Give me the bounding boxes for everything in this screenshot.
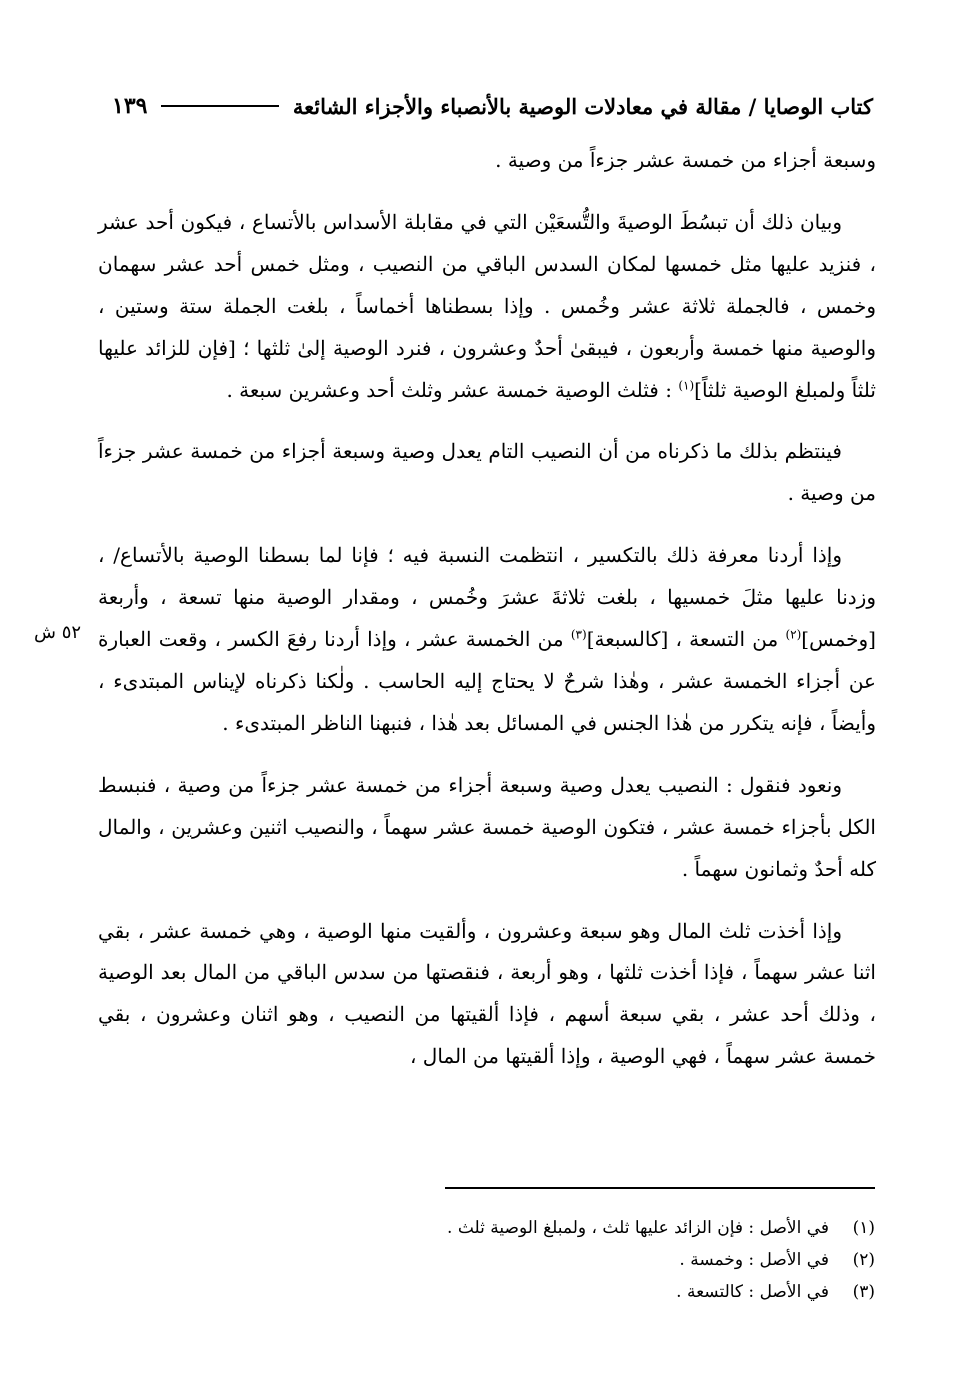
footnote [175, 1212, 875, 1244]
header-title: كتاب الوصايا / مقالة في معادلات الوصية بالأنصباء والأجزاء الشائعة [292, 93, 873, 119]
footnote-text: في الأصل : وخمسة . [679, 1250, 829, 1270]
header-rule [161, 105, 278, 107]
running-header [112, 86, 873, 126]
footnote-number: (١) [852, 1218, 875, 1238]
main-text [98, 140, 876, 1098]
footnote-ref: (٢) [785, 627, 802, 642]
paragraph-text: من الخمسة عشر ، وإذا أردنا رفعَ الكسر ، وقعت العبارة عن أجزاء الخمسة عشر ، وهٰذا شرحٌ لا يحتاج إليه الحاسب . ولٰكنا ذكرناه لإيناس المبتدىء ، وأيضاً ، فإنه يتكرر من هٰذا الجنس في المسائل بعد هٰذا ، فنبهنا الناظر المبتدىء . [98, 627, 876, 735]
paragraph: ونعود فنقول : النصيب يعدل وصية وسبعة أجزاء من خمسة عشر جزءاً من وصية ، فنبسط الكل بأجزاء خمسة عشر ، فتكون الوصية خمسة عشر سهماً ، والنصيب اثنين وعشرين ، والمال كله أحدٌ وثمانون سهماً . [98, 772, 876, 881]
paragraph: وسبعة أجزاء من خمسة عشر جزءاً من وصية . [495, 148, 876, 172]
paragraph-text: وإذا أردنا معرفة ذلك بالتكسير ، انتظمت النسبة فيه ؛ فإنا لما بسطنا الوصية بالأتساع/ ، وزدنا عليها مثلَ خمسيها ، بلغت ثلاثةَ عشرَ وخُمس ، ومقدار الوصية منها تسعة ، وأربعة [وخمس] [98, 543, 876, 652]
paragraph: وإذا أخذت ثلث المال وهو سبعة وعشرون ، وألقيت منها الوصية ، وهي خمسة عشر ، بقي اثنا عشر سهماً ، فإذا أخذت ثلثها ، وهو أربعة ، فنقصتها من سدس الباقي من المال بعد الوصية ، وذلك أحد عشر ، بقي سبعة أسهم ، فإذا ألقيتها من النصيب ، وهو اثنان وعشرون ، بقي خمسة عشر سهماً ، فهي الوصية ، وإذا ألقيتها من المال ، [98, 918, 876, 1069]
footnotes [175, 1212, 875, 1308]
footnote-separator [445, 1187, 875, 1189]
footnote-ref: (١) [678, 377, 695, 392]
page-number: ١٣٩ [112, 93, 148, 119]
footnote-text: في الأصل : كالتسعة . [676, 1282, 829, 1302]
paragraph-text: من التسعة ، [كالسبعة] [586, 627, 786, 652]
paragraph-text: وبيان ذلك أن تبسُطَ الوصيةَ والتُّسعَيْن التي في مقابلة الأسداس بالأتساع ، فيكون أحد عشر ، فنزيد عليها مثل خمسها لمكان السدس الباقي من النصيب ، ومثل خمس أحد عشر سهمان وخمس ، فالجملة ثلاثة عشر وخُمس . وإذا بسطناها أخماساً ، بلغت الجملة ستة وستين ، والوصية منها خمسة وأربعون ، فيبقىٰ أحدٌ وعشرون ، فنرد الوصية إلىٰ ثلثها ؛ [فإن للزائد عليها ثلثاً ولمبلغ الوصية ثلثاً] [98, 209, 876, 402]
paragraph [98, 535, 876, 745]
footnote [175, 1244, 875, 1276]
footnote-text: في الأصل : فإن الزائد عليها ثلث ، ولمبلغ الوصية ثلث . [447, 1218, 829, 1238]
footnote-number: (٢) [852, 1250, 875, 1270]
paragraph-text: : فثلث الوصية خمسة عشر وثلث أحد وعشرين سبعة . [226, 377, 679, 402]
footnote-number: (٣) [852, 1282, 875, 1302]
margin-note: ٥٢ ش [34, 622, 82, 643]
paragraph: فينتظم بذلك ما ذكرناه من أن النصيب التام يعدل وصية وسبعة أجزاء من خمسة عشر جزءاً من وصية . [98, 439, 876, 506]
footnote-ref: (٣) [570, 627, 587, 642]
paragraph [98, 202, 876, 412]
footnote [175, 1276, 875, 1308]
